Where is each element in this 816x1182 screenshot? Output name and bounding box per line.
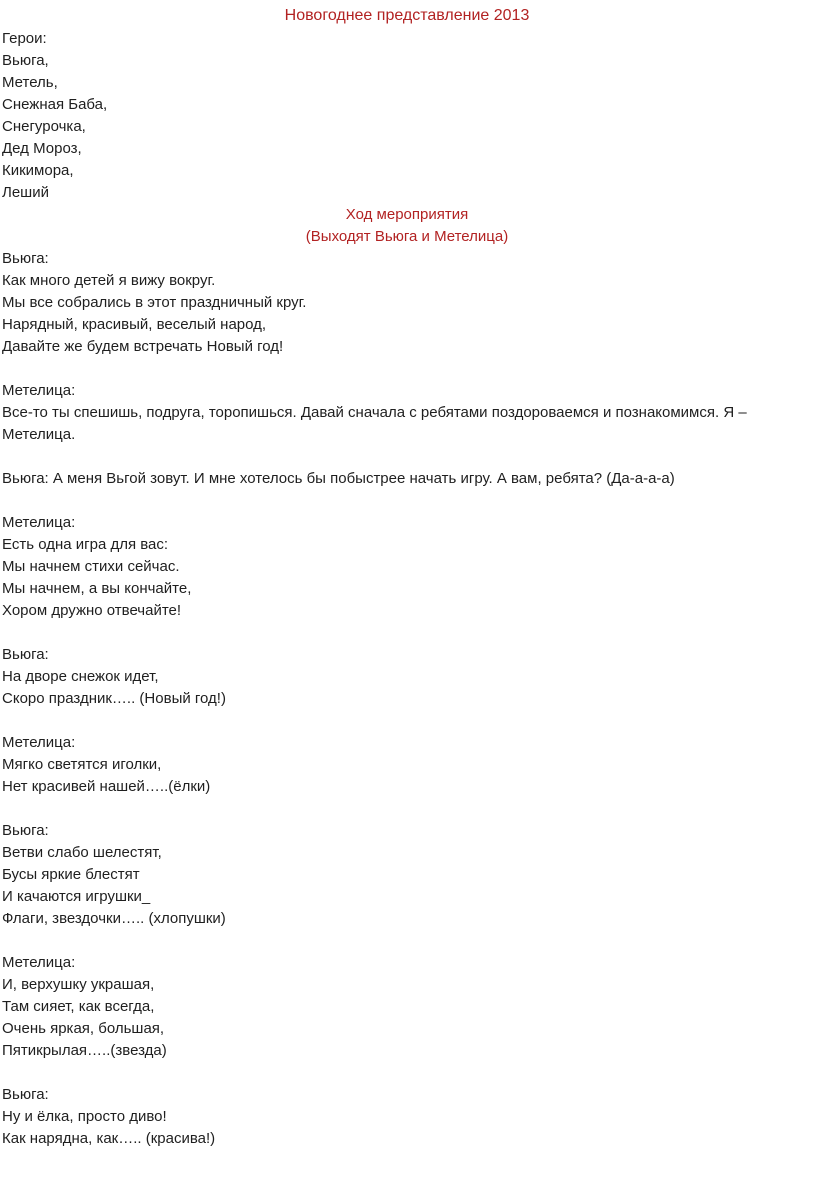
speaker-label: Метелица: — [2, 954, 76, 971]
verse-line: Есть одна игра для вас: — [2, 536, 169, 553]
hero-item: Вьюга, — [2, 52, 49, 69]
heroes-heading: Герои: — [2, 30, 47, 47]
verse-line: Как нарядна, как….. (красива!) — [2, 1130, 216, 1147]
dialogue-block — [2, 732, 812, 798]
verse-line: Там сияет, как всегда, — [2, 998, 155, 1015]
verse-line: Хором дружно отвечайте! — [2, 602, 182, 619]
document-page — [2, 4, 812, 1150]
speaker-label: Вьюга: — [2, 1086, 49, 1103]
hero-item: Снегурочка, — [2, 118, 86, 135]
verse-line: Давайте же будем встречать Новый год! — [2, 338, 284, 355]
dialogue-block — [2, 380, 812, 446]
heroes-section — [2, 28, 812, 204]
verse-line: Бусы яркие блестят — [2, 866, 140, 883]
verse-line: И качаются игрушки_ — [2, 888, 151, 905]
speaker-label: Вьюга: — [2, 822, 49, 839]
verse-line: На дворе снежок идет, — [2, 668, 159, 685]
hero-item: Кикимора, — [2, 162, 74, 179]
speaker-label: Вьюга: — [2, 646, 49, 663]
dialogue-block — [2, 468, 812, 490]
dialogue-block — [2, 952, 812, 1062]
verse-line: Очень яркая, большая, — [2, 1020, 165, 1037]
verse-line: Скоро праздник….. (Новый год!) — [2, 690, 226, 707]
verse-line: Мы все собрались в этот праздничный круг. — [2, 294, 307, 311]
dialogue-block — [2, 1084, 812, 1150]
document-title: Новогоднее представление 2013 — [284, 7, 530, 24]
verse-line: Ветви слабо шелестят, — [2, 844, 162, 861]
dialogue-block — [2, 820, 812, 930]
verse-line: Вьюга: А меня Вьгой зовут. И мне хотелось бы побыстрее начать игру. А вам, ребята? (Да-а-а-а) — [2, 470, 675, 487]
hero-item: Дед Мороз, — [2, 140, 82, 157]
hero-item: Леший — [2, 184, 49, 201]
dialogue-block — [2, 248, 812, 358]
verse-line: Мы начнем, а вы кончайте, — [2, 580, 192, 597]
verse-line: Флаги, звездочки….. (хлопушки) — [2, 910, 226, 927]
verse-line: Мягко светятся иголки, — [2, 756, 162, 773]
hero-item: Метель, — [2, 74, 58, 91]
speaker-label: Метелица: — [2, 382, 76, 399]
verse-line: Пятикрылая…..(звезда) — [2, 1042, 167, 1059]
verse-line: Мы начнем стихи сейчас. — [2, 558, 180, 575]
verse-line: Как много детей я вижу вокруг. — [2, 272, 216, 289]
dialogue-block — [2, 644, 812, 710]
event-subheading: (Выходят Вьюга и Метелица) — [305, 228, 509, 245]
dialogue-block — [2, 512, 812, 622]
verse-line: И, верхушку украшая, — [2, 976, 155, 993]
hero-item: Снежная Баба, — [2, 96, 108, 113]
verse-line: Все-то ты спешишь, подруга, торопишься. Давай сначала с ребятами поздороваемся и познакомимся. Я – Метелица. — [2, 404, 747, 443]
verse-line: Нет красивей нашей…..(ёлки) — [2, 778, 211, 795]
speaker-label: Метелица: — [2, 514, 76, 531]
speaker-label: Вьюга: — [2, 250, 49, 267]
event-heading: Ход мероприятия — [345, 206, 469, 223]
speaker-label: Метелица: — [2, 734, 76, 751]
verse-line: Ну и ёлка, просто диво! — [2, 1108, 167, 1125]
verse-line: Нарядный, красивый, веселый народ, — [2, 316, 267, 333]
